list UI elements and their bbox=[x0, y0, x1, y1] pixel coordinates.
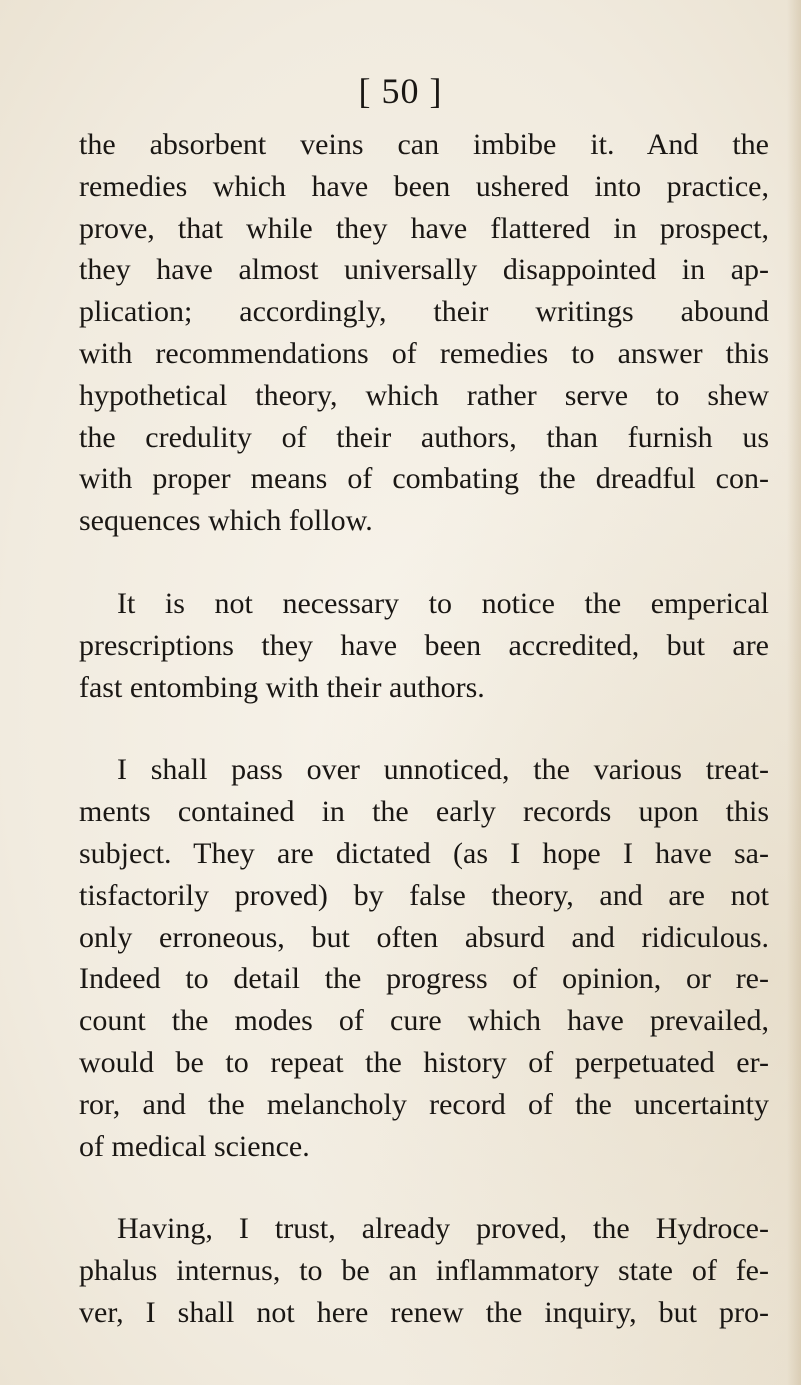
text-line: I shall pass over unnoticed, the various treat- bbox=[117, 753, 769, 787]
text-line: remedies which have been ushered into practice, bbox=[79, 169, 769, 203]
text-line: would be to repeat the history of perpetuated er- bbox=[79, 1045, 769, 1079]
text-line: subject. They are dictated (as I hope I have sa- bbox=[79, 836, 769, 870]
paragraph-2 bbox=[79, 583, 769, 708]
page-edge-shading bbox=[787, 0, 801, 1385]
text-line: sequences which follow. bbox=[79, 504, 373, 538]
text-line: the credulity of their authors, than furnish us bbox=[79, 420, 769, 454]
paragraph-4 bbox=[79, 1208, 769, 1333]
text-line: fast entombing with their authors. bbox=[79, 670, 485, 704]
text-line: phalus internus, to be an inflammatory state of fe- bbox=[79, 1254, 769, 1288]
text-line: with recommendations of remedies to answer this bbox=[79, 336, 769, 370]
text-line: ments contained in the early records upon this bbox=[79, 795, 769, 829]
text-line: prescriptions they have been accredited, but are bbox=[79, 628, 769, 662]
paragraph-1 bbox=[79, 124, 769, 542]
text-line: plication; accordingly, their writings abound bbox=[79, 295, 769, 329]
text-line: the absorbent veins can imbibe it. And the bbox=[79, 128, 769, 161]
text-line: only erroneous, but often absurd and ridiculous. bbox=[79, 920, 769, 954]
text-line: they have almost universally disappointed in ap- bbox=[79, 253, 769, 287]
text-line: count the modes of cure which have prevailed, bbox=[79, 1004, 769, 1038]
text-line: It is not necessary to notice the emperical bbox=[117, 586, 769, 620]
paragraph-3 bbox=[79, 749, 769, 1167]
text-line: ver, I shall not here renew the inquiry, but pro- bbox=[79, 1295, 769, 1329]
text-line: with proper means of combating the dreadful con- bbox=[79, 462, 769, 496]
text-line: Having, I trust, already proved, the Hydroce- bbox=[117, 1212, 769, 1246]
text-line: hypothetical theory, which rather serve to shew bbox=[79, 378, 769, 412]
text-line: of medical science. bbox=[79, 1129, 310, 1163]
text-line: ror, and the melancholy record of the uncertainty bbox=[79, 1087, 769, 1121]
text-line: prove, that while they have flattered in prospect, bbox=[79, 211, 769, 245]
body-text bbox=[79, 124, 769, 1334]
text-line: tisfactorily proved) by false theory, and are not bbox=[79, 878, 769, 912]
page-number: [ 50 ] bbox=[358, 71, 443, 111]
text-line: Indeed to detail the progress of opinion, or re- bbox=[79, 962, 769, 996]
